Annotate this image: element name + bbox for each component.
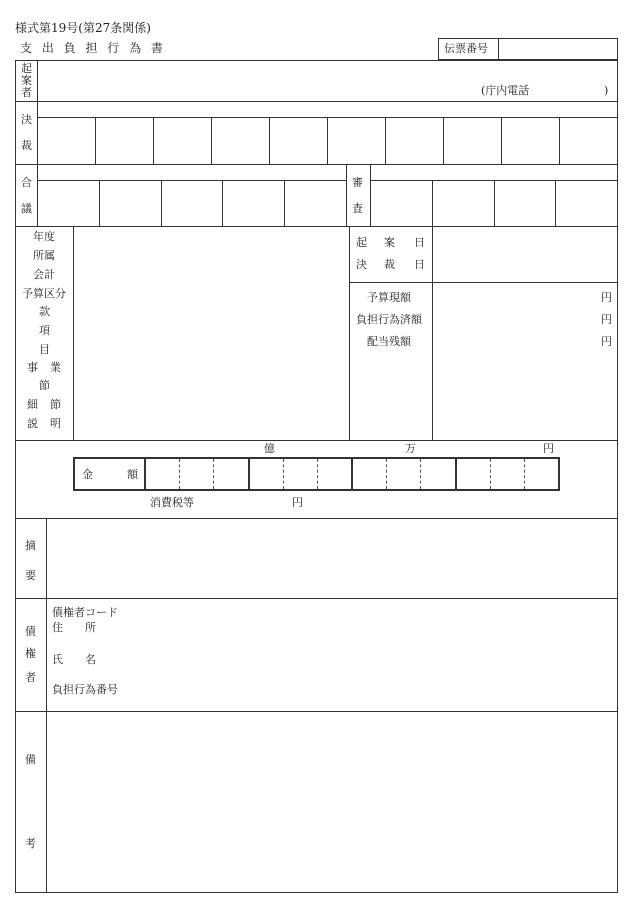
budget-current-label: 予算現額	[367, 291, 411, 304]
remarks-label-2: 考	[25, 837, 36, 850]
phone-close: )	[604, 84, 609, 97]
amount-digit-fields[interactable]	[146, 459, 558, 489]
kessai-2: 裁	[384, 258, 395, 271]
tax-label: 消費税等	[150, 496, 194, 509]
creditor-name-label: 氏 名	[52, 653, 96, 666]
label-jigyou-1: 事	[27, 361, 38, 374]
label-nendo: 年度	[33, 230, 55, 243]
label-saisetsu-2: 節	[50, 398, 61, 411]
tax-yen: 円	[292, 496, 303, 509]
label-kan: 款	[39, 305, 50, 318]
consultation-label-1: 合	[21, 176, 32, 189]
kessai-1: 決	[356, 258, 367, 271]
label-kou: 項	[39, 324, 50, 337]
amount-label-2: 額	[127, 468, 138, 481]
consultation-stamp-boxes[interactable]	[38, 181, 345, 225]
form-number: 様式第19号(第27条関係)	[15, 21, 151, 35]
label-setsumei-1: 説	[27, 417, 38, 430]
voucher-number-label: 伝票番号	[444, 42, 488, 55]
amount-label-1: 金	[82, 468, 93, 481]
creditor-label-1: 債	[25, 625, 36, 638]
remaining-yen: 円	[601, 335, 612, 348]
remaining-label: 配当残額	[367, 335, 411, 348]
drafter-label-1: 起	[21, 62, 32, 75]
summary-label-2: 要	[25, 569, 36, 582]
tax-field[interactable]	[205, 494, 290, 510]
kian-3: 日	[414, 236, 425, 249]
decision-label-1: 決	[21, 113, 32, 126]
voucher-number-field[interactable]	[499, 39, 617, 59]
kian-1: 起	[356, 236, 367, 249]
label-kaikei: 会計	[33, 268, 55, 281]
consultation-label-2: 議	[21, 202, 32, 215]
drafter-field[interactable]	[38, 61, 617, 100]
creditor-label-3: 者	[25, 671, 36, 684]
drafter-label-3: 者	[21, 86, 32, 99]
summary-field[interactable]	[47, 519, 617, 597]
label-setsu: 節	[39, 379, 50, 392]
review-label-2: 査	[352, 202, 363, 215]
label-yosan-kubun: 予算区分	[22, 287, 66, 300]
remarks-label-1: 備	[25, 753, 36, 766]
creditor-code-label: 債権者コード	[52, 606, 118, 619]
budget-current-yen: 円	[601, 291, 612, 304]
unit-en: 円	[543, 442, 554, 455]
unit-man: 万	[405, 442, 416, 455]
label-shozoku: 所属	[33, 249, 55, 262]
date-fields[interactable]	[433, 227, 617, 281]
commitment-number-label: 負担行為番号	[52, 683, 118, 696]
creditor-address-label: 住 所	[52, 621, 96, 634]
kessai-3: 日	[414, 258, 425, 271]
form-title: 支 出 負 担 行 為 書	[20, 41, 166, 55]
committed-label: 負担行為済額	[356, 313, 422, 326]
creditor-label-2: 権	[25, 647, 36, 660]
summary-label-1: 摘	[25, 539, 36, 552]
review-stamp-boxes[interactable]	[371, 181, 617, 225]
decision-label-2: 裁	[21, 139, 32, 152]
drafter-label-2: 案	[21, 74, 32, 87]
label-jigyou-2: 業	[50, 361, 61, 374]
phone-label: (庁内電話	[481, 84, 530, 97]
committed-yen: 円	[601, 313, 612, 326]
amount-fields[interactable]	[433, 283, 617, 439]
label-saisetsu-1: 細	[27, 398, 38, 411]
unit-oku: 億	[264, 442, 275, 455]
remarks-field[interactable]	[47, 712, 617, 892]
budget-details-field[interactable]	[74, 227, 348, 439]
creditor-fields[interactable]	[130, 600, 616, 708]
label-setsumei-2: 明	[50, 417, 61, 430]
kian-2: 案	[384, 236, 395, 249]
label-moku: 目	[39, 343, 50, 356]
review-label-1: 審	[352, 176, 363, 189]
decision-stamp-boxes[interactable]	[38, 118, 617, 163]
